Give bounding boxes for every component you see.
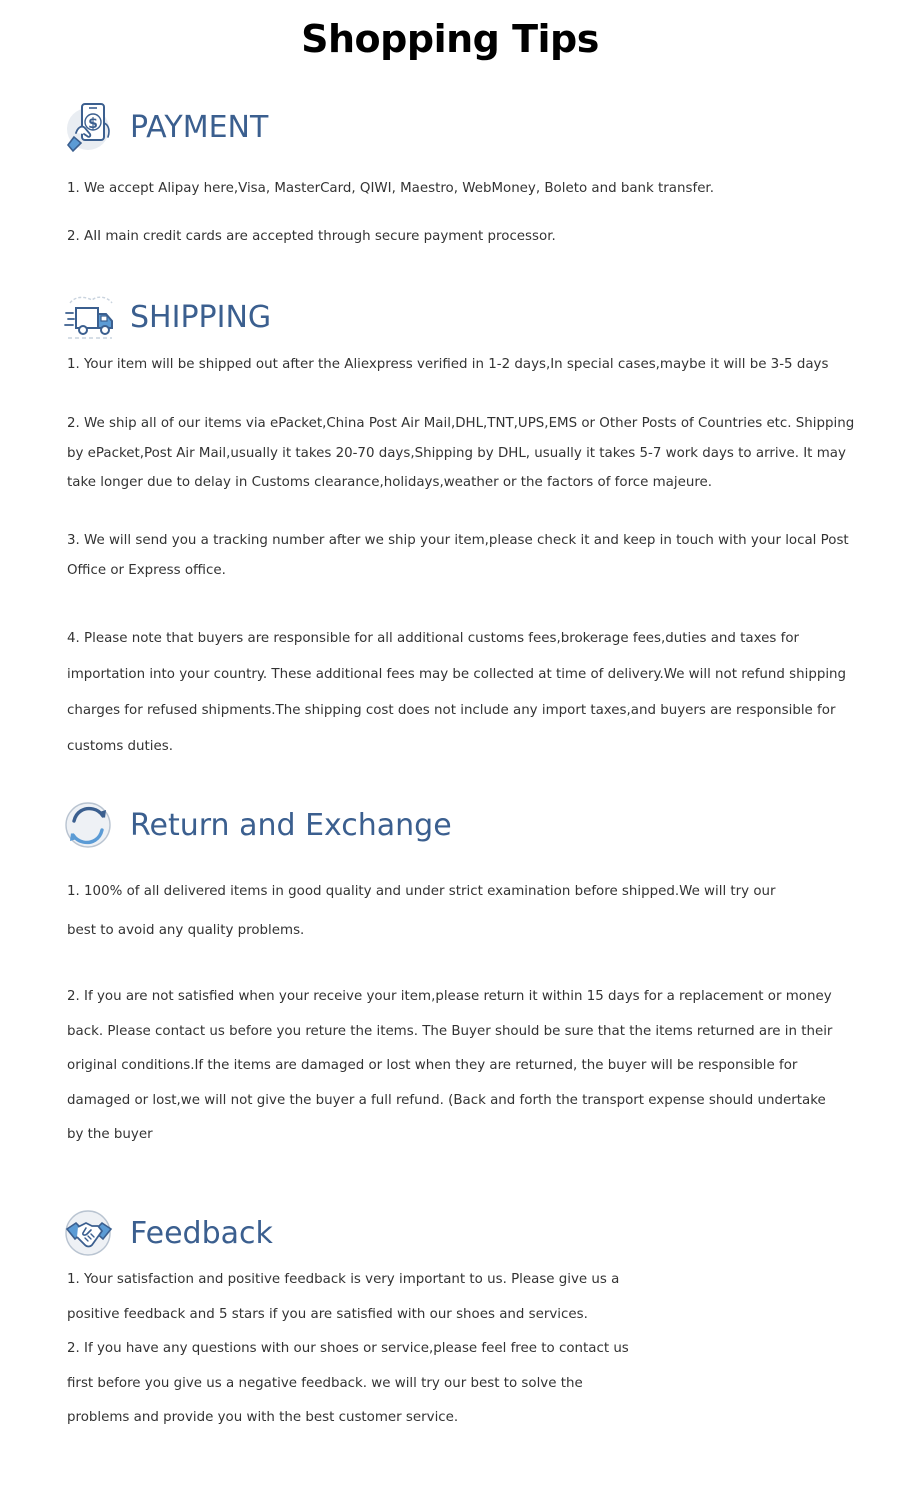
shipping-item-3: 3. We will send you a tracking number after we ship your item,please check it and keep in touch with your local Post Office or Express office. bbox=[67, 533, 849, 578]
returns-section-header bbox=[64, 797, 452, 853]
returns-title: Return and Exchange bbox=[130, 807, 452, 843]
shipping-title: SHIPPING bbox=[130, 299, 272, 335]
delivery-truck-icon bbox=[64, 291, 116, 343]
payment-title: PAYMENT bbox=[130, 109, 269, 145]
svg-text:$: $ bbox=[88, 116, 98, 132]
shipping-item-2: 2. We ship all of our items via ePacket,China Post Air Mail,DHL,TNT,UPS,EMS or Other Posts of Countries etc. Shipping by ePacket,Post Air Mail,usually it takes 20-70 days,Shipping by DHL, usually it takes 5-7 work days to arrive. It may take longer due to delay in Customs clearance,holidays,weather or the factors of force majeure. bbox=[67, 416, 855, 490]
payment-section-header bbox=[64, 99, 268, 155]
feedback-item-2: 2. If you have any questions with our shoes or service,please feel free to contact us first before you give us a negative feedback. we will try our best to solve the problems and provide you with the best customer service. bbox=[67, 1341, 629, 1426]
feedback-item-1: 1. Your satisfaction and positive feedback is very important to us. Please give us a positive feedback and 5 stars if you are satisfied with our shoes and services. bbox=[67, 1272, 620, 1322]
payment-item-2: 2. AII main credit cards are accepted through secure payment processor. bbox=[67, 229, 556, 244]
returns-item-2: 2. If you are not satisfied when your receive your item,please return it within 15 days for a replacement or money back. Please contact us before you reture the items. The Buyer should be sure that the items returned are in their original conditions.If the items are damaged or lost when they are returned, the buyer will be responsible for damaged or lost,we will not give the buyer a full refund. (Back and forth the transport expense should undertake by the buyer bbox=[67, 989, 833, 1143]
exchange-arrows-icon bbox=[64, 799, 116, 851]
shipping-section-header bbox=[64, 289, 271, 345]
shipping-item-4: 4. Please note that buyers are responsible for all additional customs fees,brokerage fees,duties and taxes for importation into your country. These additional fees may be collected at time of delivery.We will not refund shipping charges for refused shipments.The shipping cost does not include any import taxes,and buyers are responsible for customs duties. bbox=[67, 631, 847, 754]
payment-item-1: 1. We accept Alipay here,Visa, MasterCard, QIWI, Maestro, WebMoney, Boleto and bank transfer. bbox=[67, 181, 714, 196]
returns-item-1: 1. 100% of all delivered items in good quality and under strict examination before shipped.We will try our best to avoid any quality problems. bbox=[67, 884, 776, 938]
page-title: Shopping Tips bbox=[301, 17, 599, 61]
mobile-payment-icon bbox=[64, 101, 116, 153]
handshake-icon bbox=[64, 1207, 116, 1259]
feedback-section-header bbox=[64, 1205, 273, 1261]
feedback-title: Feedback bbox=[130, 1215, 273, 1251]
shipping-item-1: 1. Your item will be shipped out after the Aliexpress verified in 1-2 days,In special cases,maybe it will be 3-5 days bbox=[67, 357, 829, 372]
